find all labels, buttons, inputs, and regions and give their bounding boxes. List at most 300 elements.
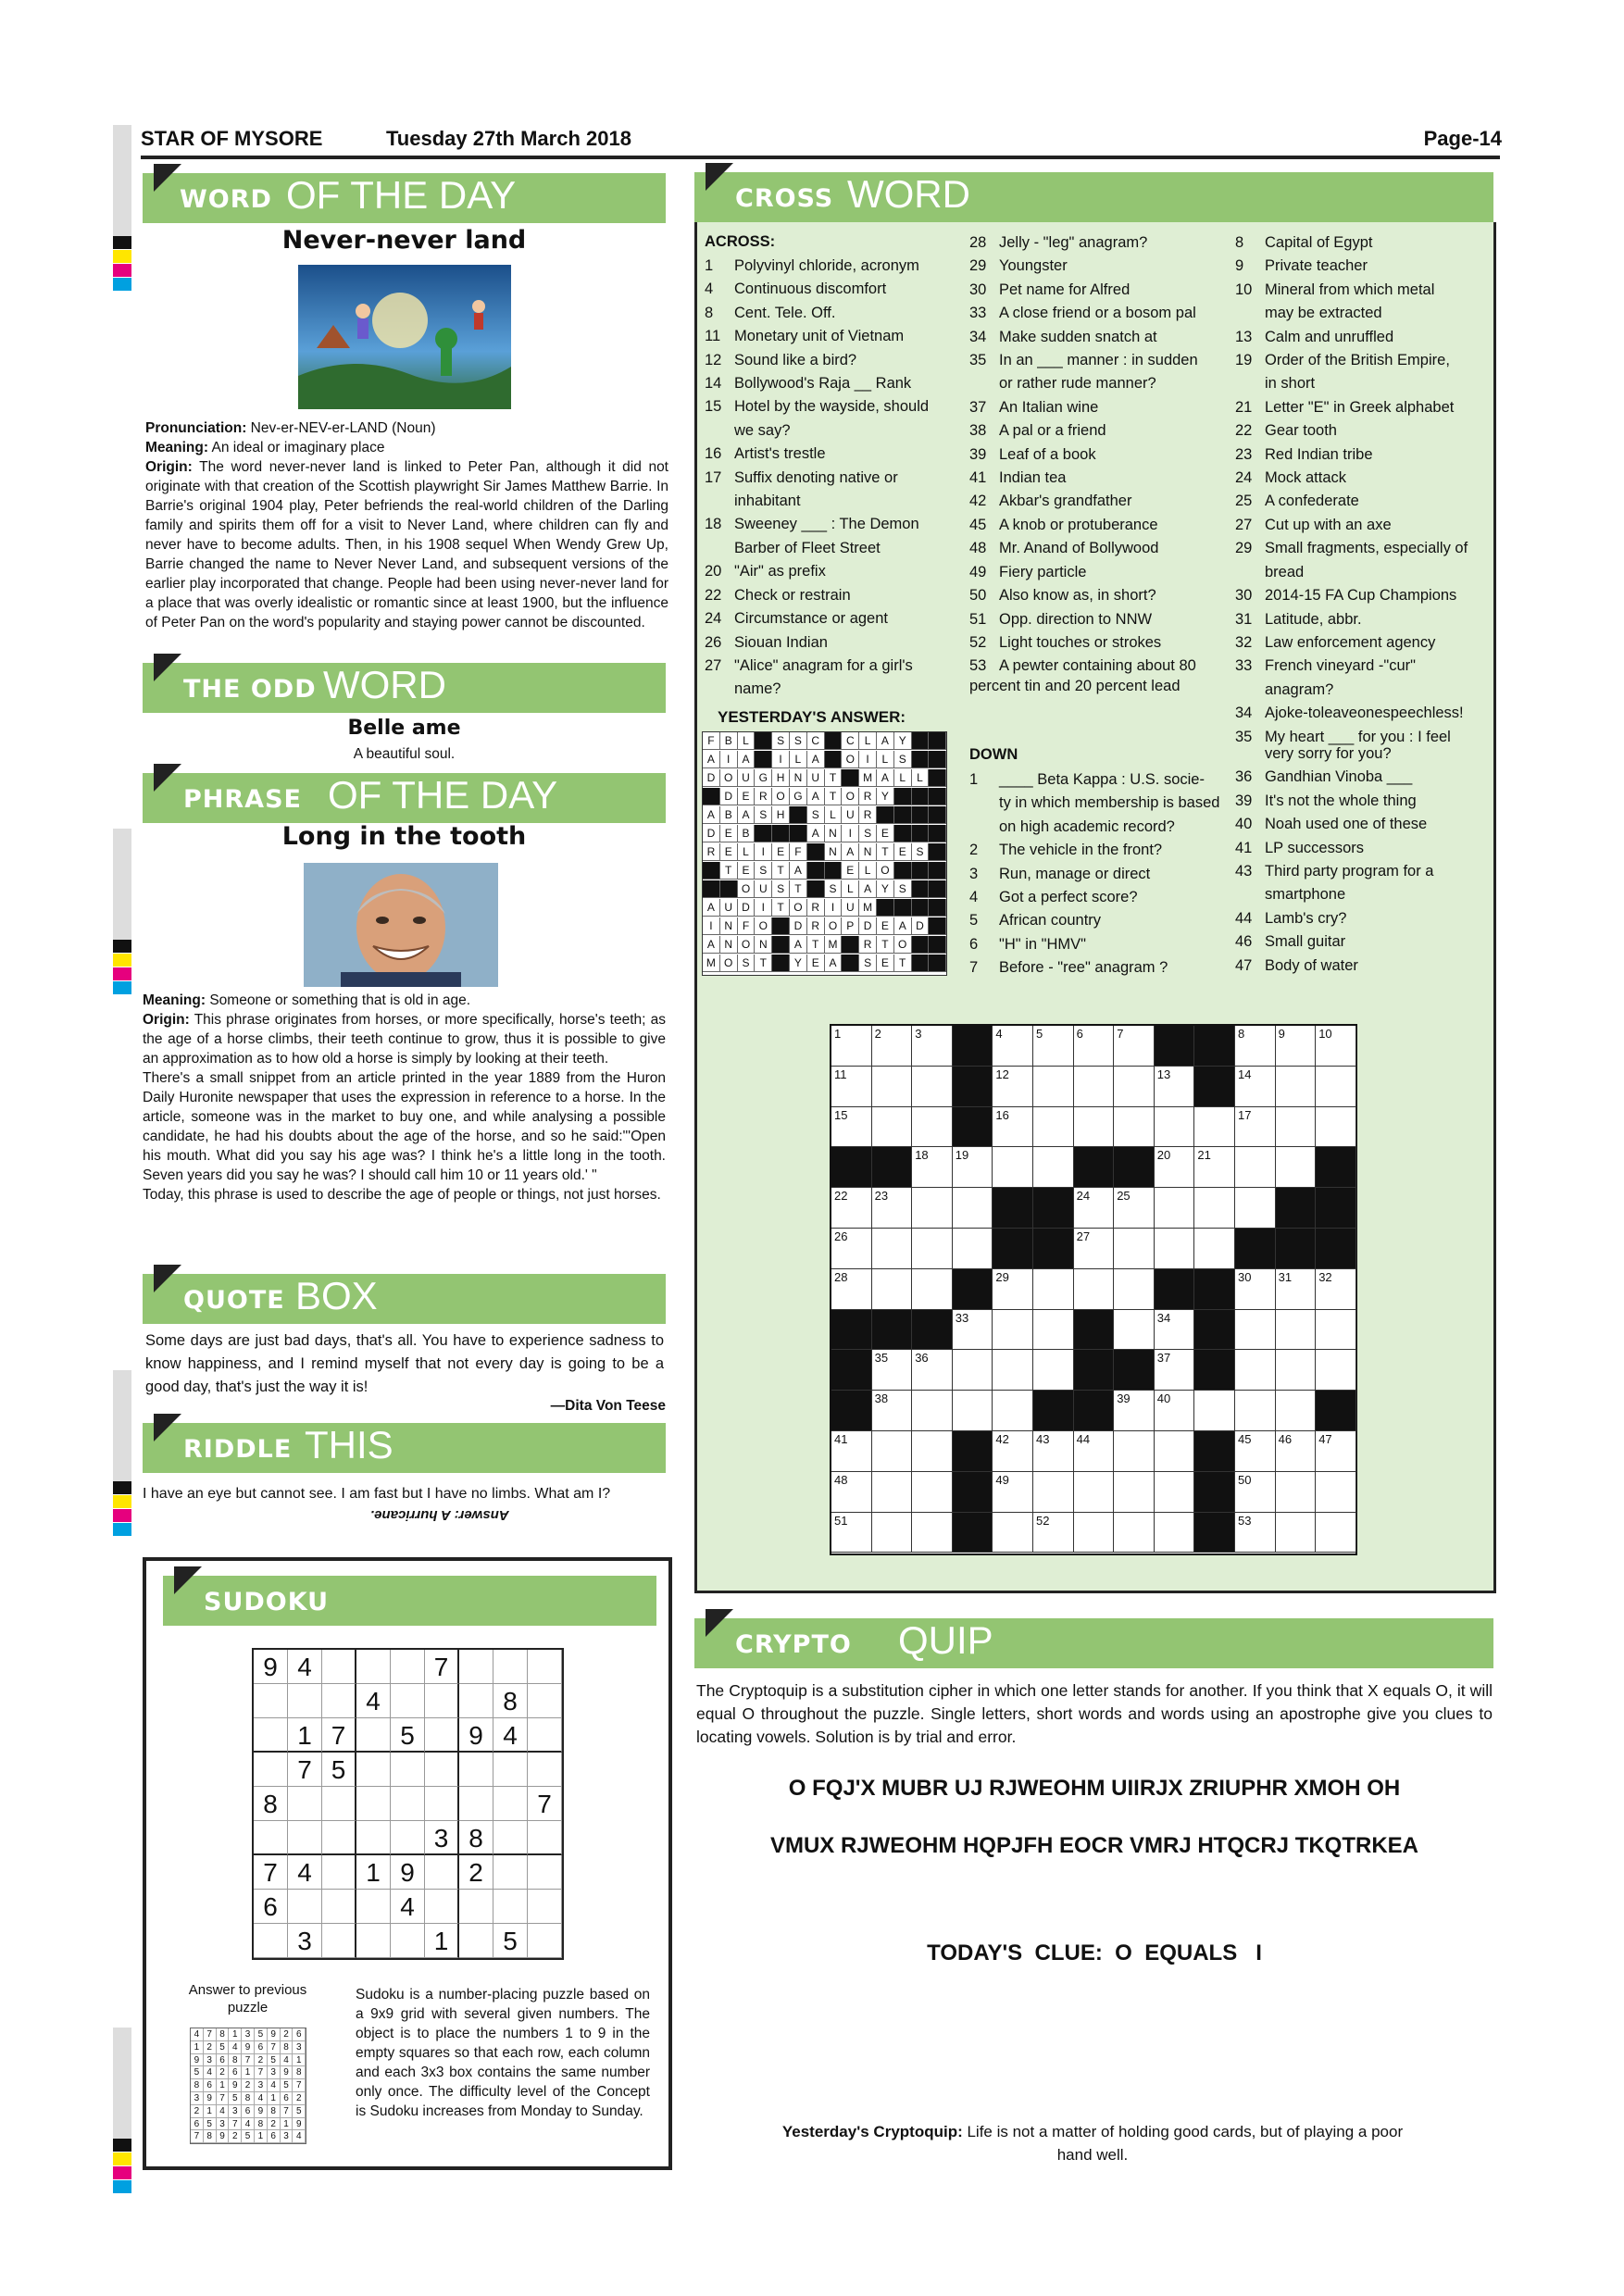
sudoku-cell[interactable] (356, 1753, 391, 1787)
cell-number: 21 (1197, 1148, 1211, 1163)
sudoku-cell[interactable] (356, 1924, 391, 1958)
crossword-cell[interactable] (1114, 1107, 1155, 1148)
sudoku-cell[interactable]: 5 (322, 1753, 356, 1787)
sudoku-cell[interactable] (254, 1821, 288, 1855)
sudoku-answer-cell: 5 (255, 2028, 268, 2041)
crossword-cell[interactable] (953, 1229, 993, 1269)
crossword-cell[interactable] (1033, 1026, 1074, 1067)
crossword-cell[interactable] (1194, 1188, 1235, 1229)
sudoku-answer-cell: 6 (281, 2092, 294, 2105)
crossword-cell[interactable] (1194, 1147, 1235, 1188)
sudoku-cell[interactable]: 8 (493, 1684, 528, 1718)
crossword-cell[interactable] (1276, 1472, 1317, 1513)
sudoku-cell[interactable] (425, 1753, 459, 1787)
crossword-cell[interactable] (993, 1310, 1033, 1351)
crossword-grid[interactable] (830, 1024, 1357, 1555)
crossword-cell[interactable] (953, 1147, 993, 1188)
sudoku-cell[interactable]: 7 (322, 1718, 356, 1753)
sudoku-cell[interactable] (493, 1890, 528, 1924)
cryptoquip-clue: TODAY'S CLUE: O EQUALS I (927, 1940, 1262, 1965)
answer-cell (772, 955, 790, 972)
sudoku-answer-cell: 1 (255, 2130, 268, 2143)
clue-text: Mineral from which metal (1265, 281, 1435, 298)
clue-text: Akbar's grandfather (999, 493, 1132, 510)
crossword-cell[interactable] (1033, 1472, 1074, 1513)
answer-cell: Y (877, 880, 894, 898)
sudoku-cell[interactable] (391, 1787, 425, 1821)
answer-cell: B (720, 806, 738, 824)
sudoku-cell[interactable] (459, 1753, 493, 1787)
clue-text: bread (1265, 563, 1305, 580)
sudoku-answer-cell: 8 (229, 2054, 242, 2067)
sudoku-cell[interactable] (425, 1855, 459, 1890)
clue-number: 43 (1235, 863, 1253, 880)
sudoku-cell[interactable] (493, 1650, 528, 1684)
sudoku-cell[interactable]: 7 (528, 1787, 562, 1821)
crossword-cell[interactable] (912, 1472, 953, 1513)
crossword-cell[interactable] (872, 1269, 913, 1310)
sudoku-grid[interactable] (252, 1648, 564, 1960)
crossword-cell[interactable] (912, 1391, 953, 1431)
crossword-cell[interactable] (1155, 1350, 1195, 1391)
sudoku-cell[interactable] (425, 1890, 459, 1924)
clue-number: 36 (1235, 768, 1253, 786)
crossword-cell[interactable] (831, 1431, 872, 1472)
cell-number: 32 (1318, 1269, 1332, 1284)
answer-cell: A (859, 880, 877, 898)
clue-number: 33 (969, 305, 987, 322)
crossword-cell[interactable] (1316, 1026, 1356, 1067)
clue-line (1235, 349, 1468, 372)
crossword-cell[interactable] (1276, 1107, 1317, 1148)
answer-cell: G (755, 769, 772, 787)
crossword-cell[interactable] (1033, 1431, 1074, 1472)
clue-line (969, 792, 1219, 815)
sudoku-cell[interactable] (528, 1718, 562, 1753)
sudoku-cell[interactable] (528, 1890, 562, 1924)
crossword-cell[interactable] (912, 1431, 953, 1472)
sudoku-cell[interactable]: 5 (391, 1718, 425, 1753)
crossword-cell[interactable] (993, 1107, 1033, 1148)
crossword-cell[interactable] (831, 1513, 872, 1554)
registration-mark (113, 236, 131, 249)
cell-number: 43 (1036, 1432, 1050, 1446)
crossword-cell[interactable] (1276, 1350, 1317, 1391)
crossword-cell[interactable] (912, 1229, 953, 1269)
answer-cell: T (772, 862, 790, 880)
answer-cell: A (790, 936, 807, 954)
sudoku-cell[interactable]: 4 (356, 1684, 391, 1718)
crossword-cell[interactable] (953, 1310, 993, 1351)
clue-line (1235, 742, 1433, 766)
crossword-cell[interactable] (1114, 1391, 1155, 1431)
crossword-cell[interactable] (953, 1188, 993, 1229)
crossword-cell[interactable] (1235, 1269, 1276, 1310)
sudoku-cell[interactable] (493, 1753, 528, 1787)
crossword-cell[interactable] (1155, 1147, 1195, 1188)
answer-cell: G (790, 788, 807, 805)
cryptoquip-line-2: VMUX RJWEOHM HQPJFH EOCR VMRJ HTQCRJ TKQTRKEA (769, 1833, 1419, 1858)
sudoku-cell[interactable] (391, 1924, 425, 1958)
crossword-cell[interactable] (1074, 1067, 1115, 1107)
sudoku-cell[interactable] (322, 1650, 356, 1684)
crossword-cell[interactable] (831, 1269, 872, 1310)
sudoku-cell[interactable]: 1 (356, 1855, 391, 1890)
crossword-cell[interactable] (1194, 1391, 1235, 1431)
sudoku-cell[interactable] (459, 1684, 493, 1718)
crossword-cell[interactable] (993, 1431, 1033, 1472)
sudoku-cell[interactable]: 4 (493, 1718, 528, 1753)
clue-number: 39 (969, 445, 987, 463)
clue-line (705, 255, 929, 278)
crossword-cell[interactable] (831, 1229, 872, 1269)
sudoku-cell[interactable]: 3 (425, 1821, 459, 1855)
crossword-cell[interactable] (1316, 1310, 1356, 1351)
crossword-cell[interactable] (1074, 1513, 1115, 1554)
crossword-cell[interactable] (831, 1067, 872, 1107)
sudoku-cell[interactable] (356, 1787, 391, 1821)
sudoku-cell[interactable]: 9 (391, 1855, 425, 1890)
crossword-cell[interactable] (993, 1026, 1033, 1067)
crossword-cell[interactable] (1033, 1350, 1074, 1391)
sudoku-cell[interactable]: 7 (288, 1753, 322, 1787)
odd-word-banner: THE ODD WORD (143, 663, 666, 713)
clue-number: 26 (705, 633, 722, 651)
crossword-cell[interactable] (1114, 1188, 1155, 1229)
clue-number: 24 (705, 610, 722, 628)
sudoku-cell[interactable] (493, 1821, 528, 1855)
clue-text: Sound like a bird? (734, 351, 857, 368)
answer-cell (912, 862, 930, 880)
crossword-cell[interactable] (1316, 1472, 1356, 1513)
crossword-cell[interactable] (872, 1391, 913, 1431)
crossword-cell[interactable] (993, 1391, 1033, 1431)
crossword-cell[interactable] (953, 1391, 993, 1431)
crossword-cell[interactable] (993, 1147, 1033, 1188)
sudoku-cell[interactable]: 4 (288, 1650, 322, 1684)
clue-text: or rather rude manner? (999, 375, 1156, 393)
sudoku-cell[interactable] (322, 1890, 356, 1924)
sudoku-answer-cell: 7 (281, 2105, 294, 2118)
sudoku-cell[interactable] (391, 1753, 425, 1787)
crossword-cell[interactable] (1316, 1431, 1356, 1472)
crossword-cell[interactable] (1155, 1188, 1195, 1229)
crossword-cell[interactable] (1276, 1513, 1317, 1554)
clue-text: Hotel by the wayside, should (734, 398, 930, 416)
crossword-cell[interactable] (912, 1067, 953, 1107)
sudoku-cell[interactable]: 1 (425, 1924, 459, 1958)
crossword-cell[interactable] (1074, 1472, 1115, 1513)
sudoku-cell[interactable]: 7 (425, 1650, 459, 1684)
crossword-cell[interactable] (872, 1513, 913, 1554)
sudoku-cell[interactable] (425, 1684, 459, 1718)
sudoku-cell[interactable] (391, 1684, 425, 1718)
crossword-cell[interactable] (831, 1107, 872, 1148)
sudoku-cell[interactable] (288, 1787, 322, 1821)
crossword-cell[interactable] (1074, 1229, 1115, 1269)
black-square (1074, 1147, 1115, 1188)
sudoku-cell[interactable] (391, 1821, 425, 1855)
crossword-cell[interactable] (1316, 1513, 1356, 1554)
phrase-title: Long in the tooth (281, 822, 527, 851)
crossword-cell[interactable] (1276, 1067, 1317, 1107)
sudoku-answer-cell: 2 (229, 2130, 242, 2143)
crossword-cell[interactable] (831, 1026, 872, 1067)
sudoku-cell[interactable] (288, 1821, 322, 1855)
answer-cell: A (894, 917, 912, 935)
sudoku-cell[interactable] (288, 1890, 322, 1924)
crossword-cell[interactable] (1033, 1107, 1074, 1148)
crossword-cell[interactable] (1194, 1229, 1235, 1269)
crossword-cell[interactable] (1074, 1269, 1115, 1310)
odd-word-title: Belle ame (347, 717, 461, 740)
sudoku-cell[interactable] (322, 1821, 356, 1855)
crossword-cell[interactable] (993, 1513, 1033, 1554)
clue-text: Siouan Indian (734, 633, 828, 651)
clue-line (1235, 419, 1468, 443)
cell-number: 1 (834, 1027, 842, 1041)
crossword-cell[interactable] (1114, 1513, 1155, 1554)
answer-cell (929, 955, 946, 972)
answer-cell: B (720, 732, 738, 750)
sudoku-cell[interactable] (254, 1924, 288, 1958)
crossword-cell[interactable] (1114, 1067, 1155, 1107)
sudoku-cell[interactable] (322, 1855, 356, 1890)
crossword-cell[interactable] (872, 1107, 913, 1148)
sudoku-cell[interactable]: 4 (391, 1890, 425, 1924)
clue-text: smartphone (1265, 886, 1346, 904)
crossword-cell[interactable] (872, 1472, 913, 1513)
sudoku-cell[interactable] (425, 1718, 459, 1753)
crossword-cell[interactable] (912, 1147, 953, 1188)
crossword-cell[interactable] (1033, 1513, 1074, 1554)
crossword-cell[interactable] (1074, 1431, 1115, 1472)
sudoku-answer-cell: 4 (204, 2066, 217, 2079)
crossword-cell[interactable] (872, 1350, 913, 1391)
crossword-cell[interactable] (993, 1067, 1033, 1107)
answer-cell: I (703, 917, 720, 935)
cell-number: 27 (1076, 1229, 1091, 1243)
clue-text: Cut up with an axe (1265, 516, 1392, 533)
crossword-cell[interactable] (1114, 1269, 1155, 1310)
sudoku-answer-cell: 9 (255, 2105, 268, 2118)
clue-text: Got a perfect score? (999, 889, 1138, 906)
sudoku-cell[interactable] (528, 1753, 562, 1787)
crossword-cell[interactable] (1235, 1350, 1276, 1391)
crossword-cell[interactable] (1033, 1310, 1074, 1351)
sudoku-cell[interactable] (322, 1787, 356, 1821)
crossword-cell[interactable] (1194, 1107, 1235, 1148)
sudoku-cell[interactable]: 9 (254, 1650, 288, 1684)
answer-cell: L (738, 732, 756, 750)
crossword-cell[interactable] (1074, 1188, 1115, 1229)
crossword-cell[interactable] (1316, 1067, 1356, 1107)
sudoku-banner: SUDOKU (163, 1576, 656, 1626)
answer-cell: S (859, 825, 877, 842)
sudoku-cell[interactable]: 8 (459, 1821, 493, 1855)
crossword-cell[interactable] (1114, 1310, 1155, 1351)
sudoku-cell[interactable]: 4 (288, 1855, 322, 1890)
sudoku-cell[interactable] (528, 1924, 562, 1958)
crossword-cell[interactable] (1235, 1026, 1276, 1067)
sudoku-cell[interactable] (356, 1890, 391, 1924)
clue-text: "H" in "HMV" (999, 935, 1087, 953)
crossword-cell[interactable] (1316, 1107, 1356, 1148)
sudoku-cell[interactable]: 8 (254, 1787, 288, 1821)
crossword-cell[interactable] (1235, 1391, 1276, 1431)
crossword-cell[interactable] (1235, 1188, 1276, 1229)
sudoku-cell[interactable] (322, 1684, 356, 1718)
crossword-cell[interactable] (1155, 1107, 1195, 1148)
sudoku-cell[interactable]: 5 (493, 1924, 528, 1958)
crossword-cell[interactable] (1316, 1350, 1356, 1391)
answer-cell (842, 936, 859, 954)
crossword-cell[interactable] (1276, 1310, 1317, 1351)
sudoku-answer-cell: 3 (229, 2105, 242, 2118)
sudoku-cell[interactable] (356, 1718, 391, 1753)
crossword-cell[interactable] (1276, 1391, 1317, 1431)
phrase-definition: Meaning: Someone or something that is old in age. Origin: This phrase originates from horses, or more specifically, horse's teeth; as the age of a horse climbs, their teeth continue to grow, thus it is possible to give an approximation as to how old a horse is simply by looking at their teeth. There's a small snippet from an article printed in the year 1889 from the Huron Daily Huronite newspaper that uses the expression in reference to a horse. In the article, someone was in the market to buy one, and while analysing a possible candidate, he had his doubts about the age of the horse, and so he said:"'Open his mouth. What did you say his age was? I think he's a little long in the tooth. Seven years did you say he was? I should call him 10 or 11 years old.' " Today, this phrase is used to describe the age of people or things, not just horses. (143, 992, 666, 1203)
crossword-cell[interactable] (872, 1067, 913, 1107)
crossword-cell[interactable] (1276, 1026, 1317, 1067)
crossword-cell[interactable] (872, 1431, 913, 1472)
sudoku-answer-cell: 4 (293, 2130, 306, 2143)
sudoku-cell[interactable] (459, 1890, 493, 1924)
crossword-cell[interactable] (1316, 1269, 1356, 1310)
crossword-cell[interactable] (993, 1472, 1033, 1513)
crossword-cell[interactable] (1235, 1067, 1276, 1107)
crossword-cell[interactable] (872, 1188, 913, 1229)
answer-cell: O (842, 751, 859, 768)
crossword-cell[interactable] (1074, 1026, 1115, 1067)
crossword-cell[interactable] (1074, 1107, 1115, 1148)
sudoku-cell[interactable] (493, 1787, 528, 1821)
crossword-cell[interactable] (1155, 1431, 1195, 1472)
clue-line (969, 655, 1198, 678)
crossword-cell[interactable] (912, 1107, 953, 1148)
crossword-cell[interactable] (912, 1269, 953, 1310)
answer-cell (929, 917, 946, 935)
quote-author: —Dita Von Teese (550, 1398, 666, 1414)
sudoku-cell[interactable] (254, 1753, 288, 1787)
crossword-cell[interactable] (1235, 1107, 1276, 1148)
answer-cell: N (720, 917, 738, 935)
sudoku-cell[interactable]: 2 (459, 1855, 493, 1890)
crossword-cell[interactable] (1235, 1431, 1276, 1472)
answer-cell: R (807, 899, 825, 917)
clue-text: Red Indian tribe (1265, 445, 1373, 463)
sudoku-cell[interactable] (356, 1821, 391, 1855)
answer-cell: H (772, 769, 790, 787)
sudoku-cell[interactable] (528, 1855, 562, 1890)
sudoku-answer-cell: 9 (204, 2092, 217, 2105)
crossword-cell[interactable] (1276, 1147, 1317, 1188)
crossword-cell[interactable] (1276, 1431, 1317, 1472)
clue-text: Check or restrain (734, 586, 851, 604)
sudoku-cell[interactable] (528, 1684, 562, 1718)
crossword-cell[interactable] (1235, 1472, 1276, 1513)
crossword-cell[interactable] (1033, 1067, 1074, 1107)
crossword-cell[interactable] (831, 1472, 872, 1513)
clue-line (969, 419, 1198, 443)
crossword-cell[interactable] (993, 1350, 1033, 1391)
crossword-cell[interactable] (831, 1188, 872, 1229)
answer-cell: L (859, 862, 877, 880)
crossword-cell[interactable] (1114, 1472, 1155, 1513)
answer-cell (929, 936, 946, 954)
crossword-cell[interactable] (1235, 1310, 1276, 1351)
crossword-cell[interactable] (1235, 1147, 1276, 1188)
sudoku-cell[interactable]: 9 (459, 1718, 493, 1753)
crossword-cell[interactable] (1235, 1513, 1276, 1554)
crossword-cell[interactable] (1155, 1067, 1195, 1107)
cryptoquip-intro: The Cryptoquip is a substitution cipher in which one letter stands for another. If you think that X equals O, it will equal O throughout the puzzle. Single letters, short words and words using an apostrophe give you clues to locating vowels. Solution is by trial and error. (696, 1681, 1493, 1746)
sudoku-cell[interactable] (254, 1684, 288, 1718)
crossword-cell[interactable] (1033, 1269, 1074, 1310)
cell-number: 46 (1278, 1432, 1293, 1446)
sudoku-cell[interactable] (288, 1684, 322, 1718)
crossword-cell[interactable] (1155, 1229, 1195, 1269)
sudoku-answer-cell: 8 (281, 2041, 294, 2054)
black-square (1194, 1269, 1235, 1310)
sudoku-cell[interactable] (254, 1718, 288, 1753)
crossword-cell[interactable] (1276, 1269, 1317, 1310)
crossword-cell[interactable] (1114, 1431, 1155, 1472)
crossword-cell[interactable] (872, 1229, 913, 1269)
sudoku-cell[interactable] (459, 1787, 493, 1821)
clue-number: 13 (1235, 328, 1253, 345)
crossword-cell[interactable] (1155, 1513, 1195, 1554)
crossword-cell[interactable] (1155, 1310, 1195, 1351)
clue-number: 41 (969, 469, 987, 487)
sudoku-cell[interactable] (459, 1924, 493, 1958)
sudoku-cell[interactable]: 3 (288, 1924, 322, 1958)
clue-number: 22 (705, 586, 722, 604)
sudoku-cell[interactable] (528, 1821, 562, 1855)
sudoku-cell[interactable] (391, 1650, 425, 1684)
crossword-cell[interactable] (1155, 1391, 1195, 1431)
sudoku-cell[interactable] (356, 1650, 391, 1684)
sudoku-cell[interactable] (528, 1650, 562, 1684)
sudoku-cell[interactable]: 1 (288, 1718, 322, 1753)
crossword-cell[interactable] (912, 1188, 953, 1229)
sudoku-cell[interactable] (459, 1650, 493, 1684)
sudoku-cell[interactable] (322, 1924, 356, 1958)
clue-number: 51 (969, 610, 987, 628)
sudoku-cell[interactable]: 7 (254, 1855, 288, 1890)
crossword-cell[interactable] (1033, 1147, 1074, 1188)
across-tail: percent tin and 20 percent lead (969, 678, 1181, 694)
crossword-cell[interactable] (993, 1269, 1033, 1310)
crossword-cell[interactable] (912, 1350, 953, 1391)
clue-line (1235, 860, 1433, 883)
answer-cell: E (720, 843, 738, 861)
clue-line (1235, 631, 1468, 655)
crossword-cell[interactable] (912, 1026, 953, 1067)
sudoku-cell[interactable] (493, 1855, 528, 1890)
crossword-cell[interactable] (1114, 1026, 1155, 1067)
crossword-cell[interactable] (953, 1350, 993, 1391)
crossword-cell[interactable] (872, 1026, 913, 1067)
cell-number: 23 (874, 1189, 889, 1204)
crossword-cell[interactable] (1155, 1472, 1195, 1513)
sudoku-cell[interactable]: 6 (254, 1890, 288, 1924)
crossword-cell[interactable] (912, 1513, 953, 1554)
clue-line (969, 816, 1219, 839)
crossword-cell[interactable] (1114, 1229, 1155, 1269)
sudoku-cell[interactable] (425, 1787, 459, 1821)
black-square (831, 1310, 872, 1351)
